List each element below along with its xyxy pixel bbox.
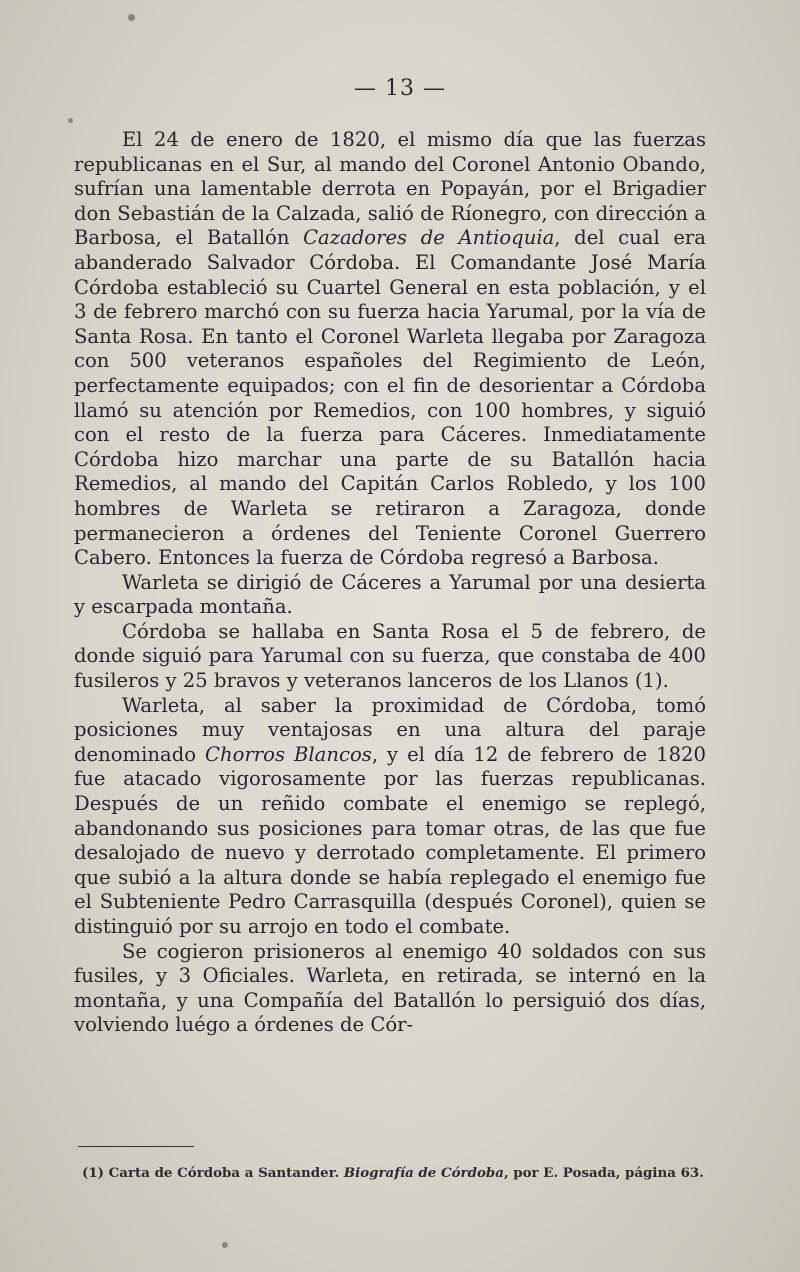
text-run: Se cogieron prisioneros al enemigo 40 soldados con sus fusiles, y 3 Oficiales. Warleta, en retirada, se internó en la montaña, y una Compañía del Batallón lo persiguió dos días, volviendo luégo a órdenes de Cór- <box>74 939 706 1037</box>
paragraph-3 <box>74 620 706 694</box>
text-run: Warleta se dirigió de Cáceres a Yarumal por una desierta y escarpada montaña. <box>74 570 706 619</box>
paper-speck <box>68 118 73 123</box>
footnote-book-title: Biografía de Córdoba <box>343 1165 504 1181</box>
page-number: — 13 — <box>354 76 446 101</box>
text-run: Córdoba se hallaba en Santa Rosa el 5 de febrero, de donde siguió para Yarumal con su fuerza, que constaba de 400 fusileros y 25 bravos y veteranos lanceros de los Llanos (1). <box>74 619 706 693</box>
paper-speck <box>128 14 135 21</box>
paragraph-2 <box>74 571 706 620</box>
footnote-text: (1) Carta de Córdoba a Santander. <box>82 1165 344 1181</box>
paper-speck <box>222 1242 228 1248</box>
text-run: , y el día 12 de febrero de 1820 fue atacado vigorosamente por las fuerzas republicanas. Después de un reñido combate el enemigo se replegó, abandonando sus posiciones para tomar otras, de las que fue desalojado de nuevo y derrotado completamente. El primero que subió a la altura donde se había replegado el enemigo fue el Subteniente Pedro Carrasquilla (después Coronel), quien se distinguió por su arrojo en todo el combate. <box>74 742 706 938</box>
paragraph-4 <box>74 694 706 940</box>
text-run: , del cual era abanderado Salvador Córdoba. El Comandante José María Córdoba estableció su Cuartel General en esta población, y el 3 de febrero marchó con su fuerza hacia Yarumal, por la vía de Santa Rosa. En tanto el Coronel Warleta llegaba por Zaragoza con 500 veteranos españoles del Regimiento de León, perfectamente equipados; con el fin de desorientar a Córdoba llamó su atención por Remedios, con 100 hombres, y siguió con el resto de la fuerza para Cáceres. Inmediatamente Córdoba hizo marchar una parte de su Batallón hacia Remedios, al mando del Capitán Carlos Robledo, y los 100 hombres de Warleta se retiraron a Zaragoza, donde permanecieron a órdenes del Teniente Coronel Guerrero Cabero. Entonces la fuerza de Córdoba regresó a Barbosa. <box>74 226 706 570</box>
text-run: Warleta, al saber la proximidad de Córdoba, tomó posiciones muy ventajosas en una altura del paraje denominado <box>74 693 706 766</box>
footnote-text: , por E. Posada, página 63. <box>503 1165 704 1181</box>
footnote-divider <box>78 1146 194 1147</box>
italic-place-name: Chorros Blancos <box>205 742 372 766</box>
italic-battalion-name: Cazadores de Antioquia <box>303 226 555 250</box>
paragraph-5 <box>74 940 706 1038</box>
text-run: El 24 de enero de 1820, el mismo día que las fuerzas republicanas en el Sur, al mando del Coronel Antonio Obando, sufrían una lamentable derrota en Popayán, por el Brigadier don Sebastián de la Calzada, salió de Ríonegro, con dirección a Barbosa, el Batallón <box>74 128 706 250</box>
paragraph-1 <box>74 128 706 571</box>
body-text <box>74 128 706 1038</box>
footnote <box>62 1164 712 1182</box>
